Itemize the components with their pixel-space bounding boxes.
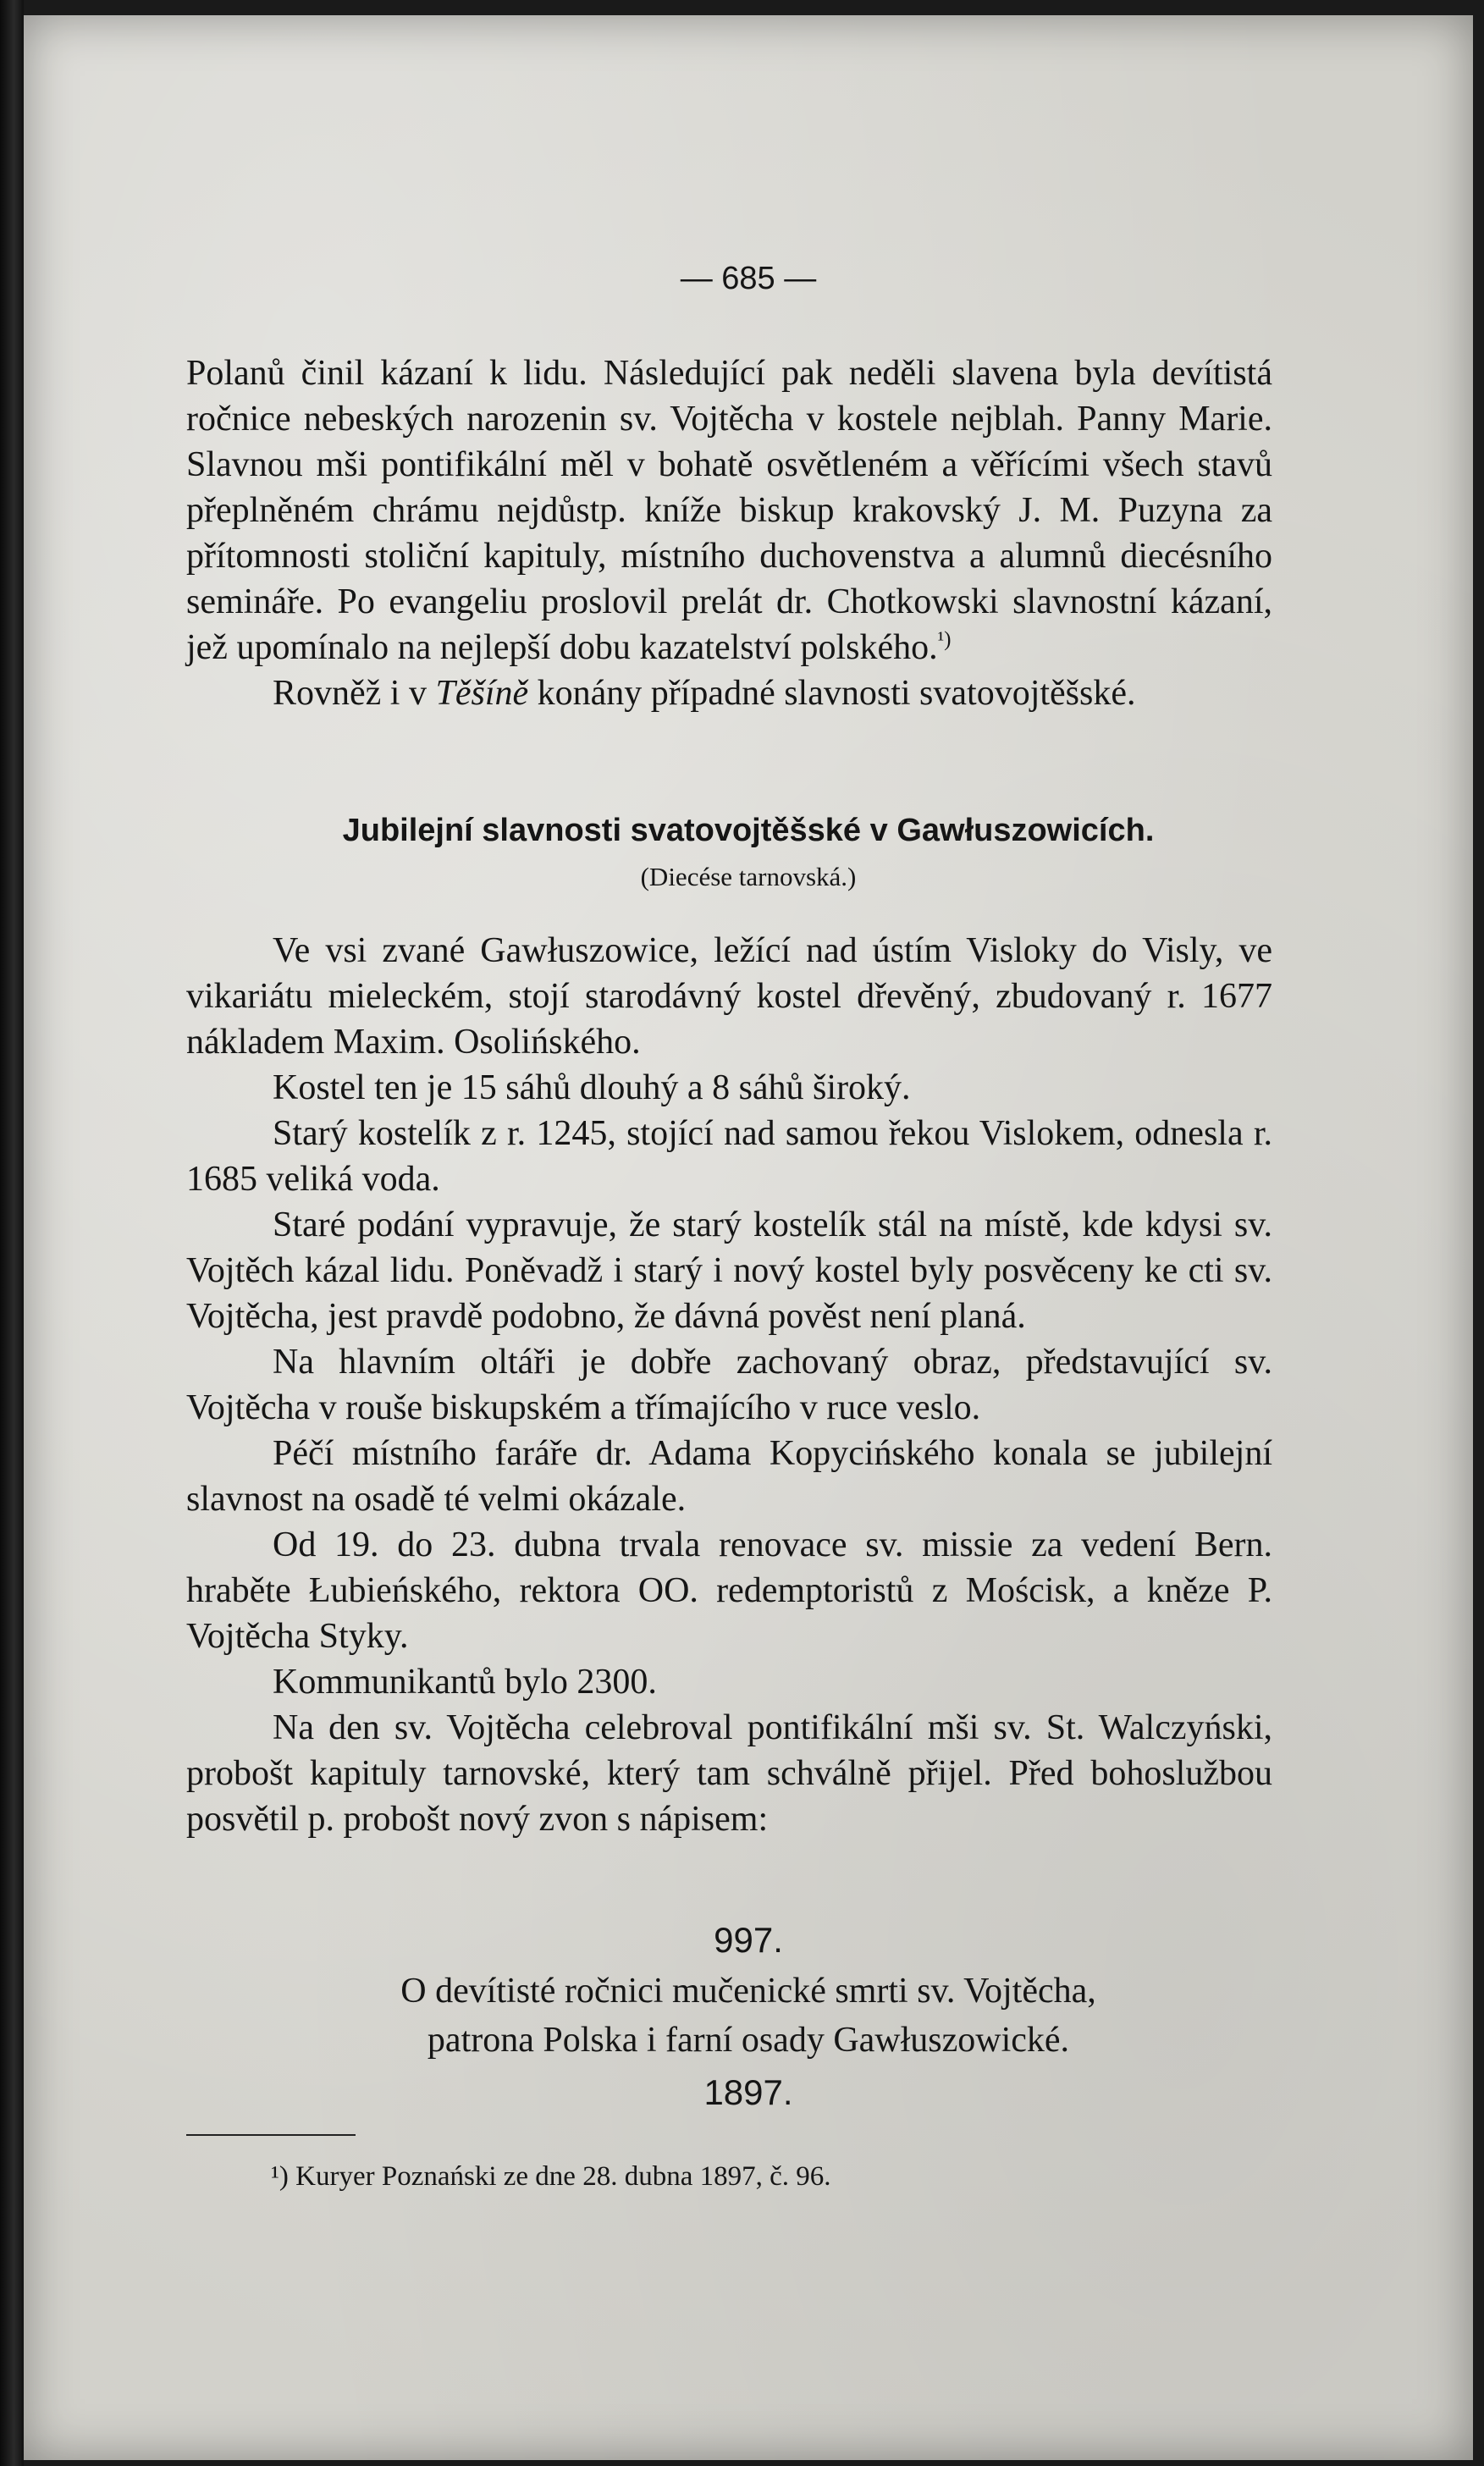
paragraph: Od 19. do 23. dubna trvala renovace sv. missie za vedení Bern. hraběte Łubieńského, rektora OO. redemptoristů z Mościsk, a kněze P. Vojtěcha Styky.: [186, 1525, 1272, 1656]
paragraph: Na hlavním oltáři je dobře zachovaný obraz, představující sv. Vojtěcha v rouše biskupském a třímajícího v ruce veslo.: [186, 1343, 1272, 1427]
book-spine-edge: [0, 0, 24, 2466]
paragraph: Ve vsi zvané Gawłuszowice, ležící nad ústím Visloky do Visly, ve vikariátu mieleckém, stojí starodávný kostel dřevěný, zbudovaný r. 1677 nákladem Maxim. Osolińského.: [186, 931, 1272, 1062]
footnote-reference: ¹): [937, 628, 952, 651]
paragraph: Na den sv. Vojtěcha celebroval pontifikální mši sv. St. Walczyński, probošt kapituly tarnovské, který tam schválně přijel. Před bohoslužbou posvětil p. probošt nový zvon s nápisem:: [186, 1708, 1272, 1839]
section-heading: Jubilejní slavnosti svatovojtěšské v Gawłuszowicích.: [342, 813, 1155, 848]
footnote-divider: [186, 2134, 356, 2136]
inscription-year-bottom: 1897.: [703, 2072, 793, 2112]
scanned-page: [24, 15, 1473, 2460]
footnote: ¹) Kuryer Poznański ze dne 28. dubna 1897, č. 96.: [271, 2161, 831, 2192]
inscription-line-2: patrona Polska i farní osady Gawłuszowické.: [427, 2021, 1070, 2060]
paragraph: Péčí místního faráře dr. Adama Kopycińského konala se jubilejní slavnost na osadě té velmi okázale.: [186, 1434, 1272, 1519]
section-subheading: (Diecése tarnovská.): [640, 862, 857, 891]
main-text-block: [186, 928, 1272, 1842]
inscription-year-top: 997.: [714, 1920, 783, 1960]
paragraph: Kommunikantů bylo 2300.: [273, 1663, 657, 1702]
top-text-block: [186, 350, 1272, 716]
place-name-italic: Těšíně: [435, 674, 529, 713]
paragraph: Starý kostelík z r. 1245, stojící nad samou řekou Vislokem, odnesla r. 1685 veliká voda.: [186, 1114, 1272, 1199]
inscription-line-1: O devítisté ročnici mučenické smrti sv. Vojtěcha,: [400, 1972, 1096, 2011]
paragraph: Kostel ten je 15 sáhů dlouhý a 8 sáhů široký.: [273, 1068, 911, 1107]
page-number: — 685 —: [680, 261, 817, 296]
paragraph-text: Polanů činil kázaní k lidu. Následující pak neděli slavena byla devítistá ročnice nebeských narozenin sv. Vojtěcha v kostele nejblah. Panny Marie. Slavnou mši pontifikální měl v bohatě osvětleném a věřícími všech stavů přeplněném chrámu nejdůstp. kníže biskup krakovský J. M. Puzyna za přítomnosti stoliční kapituly, místního duchovenstva a alumnů diecésního semináře. Po evangeliu proslovil prelát dr. Chotkowski slavnostní kázaní, jež upomínalo na nejlepší dobu kazatelství polského.: [186, 354, 1272, 667]
paragraph: Staré podání vypravuje, že starý kostelík stál na místě, kde kdysi sv. Vojtěch kázal lidu. Poněvadž i starý i nový kostel byly posvěceny ke cti sv. Vojtěcha, jest pravdě podobno, že dávná pověst není planá.: [186, 1205, 1272, 1336]
paragraph-continuation: [186, 350, 1272, 670]
paragraph-tesin: Rovněž i v Těšíně konány případné slavnosti svatovojtěšské.: [273, 674, 1136, 713]
